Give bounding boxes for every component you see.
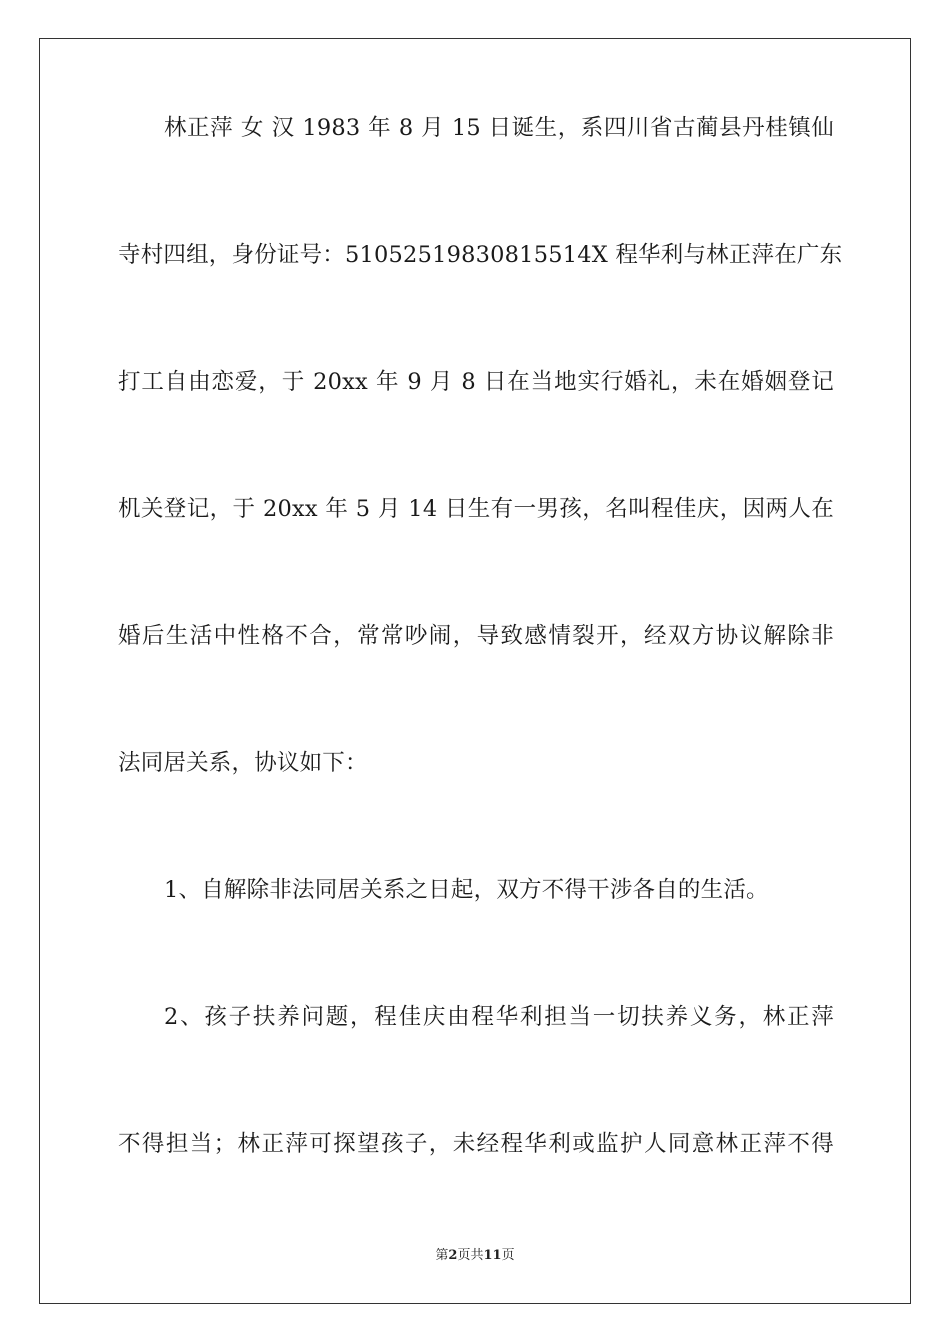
paragraph-line: 机关登记，于 20xx 年 5 月 14 日生有一男孩，名叫程佳庆，因两人在 [118, 496, 834, 522]
list-item: 2、孩子扶养问题，程佳庆由程华利担当一切扶养义务，林正萍 [164, 1004, 834, 1030]
paragraph-line: 林正萍 女 汉 1983 年 8 月 15 日诞生，系四川省古蔺县丹桂镇仙 [164, 115, 834, 141]
paragraph-line: 法同居关系，协议如下： [118, 750, 368, 776]
page-footer [0, 1247, 950, 1265]
total-pages: 11 [483, 1248, 502, 1263]
paragraph-line: 不得担当；林正萍可探望孩子，未经程华利或监护人同意林正萍不得 [118, 1131, 834, 1157]
page-number: 2 [448, 1248, 458, 1263]
total-label-suffix: 页 [501, 1248, 515, 1263]
page-label-suffix: 页 [457, 1248, 471, 1263]
paragraph-line: 寺村四组，身份证号：51052519830815514X 程华利与林正萍在广东 [118, 242, 843, 268]
paragraph-line: 打工自由恋爱，于 20xx 年 9 月 8 日在当地实行婚礼，未在婚姻登记 [118, 369, 834, 395]
page-label-prefix: 第 [435, 1248, 449, 1263]
list-item: 1、自解除非法同居关系之日起，双方不得干涉各自的生活。 [164, 877, 769, 903]
total-label-prefix: 共 [470, 1248, 484, 1263]
document-body [118, 110, 843, 1253]
paragraph-line: 婚后生活中性格不合，常常吵闹，导致感情裂开，经双方协议解除非 [118, 623, 834, 649]
